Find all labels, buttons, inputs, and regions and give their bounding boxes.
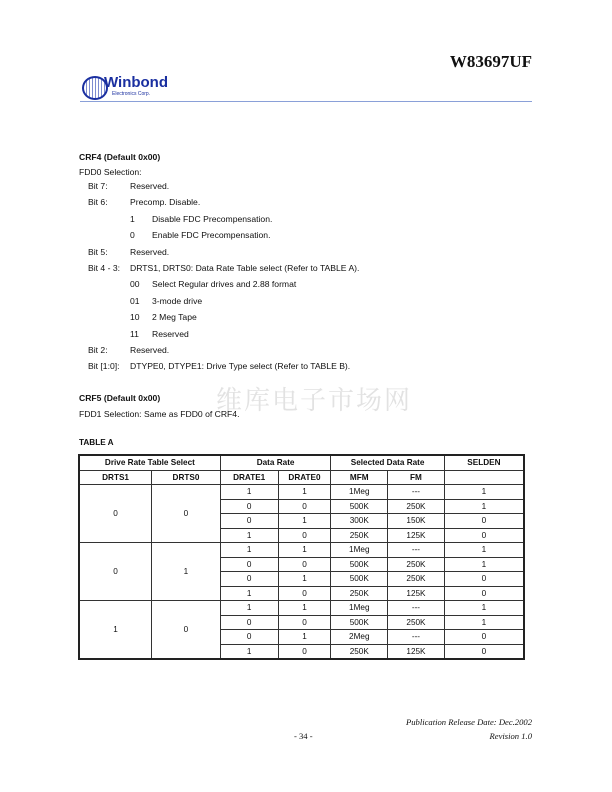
drate0-cell: 1 xyxy=(278,485,331,500)
fm-cell: 250K xyxy=(388,499,445,514)
group-header: Data Rate xyxy=(220,455,331,470)
selden-cell: 1 xyxy=(444,543,524,558)
option-code: 11 xyxy=(130,328,139,339)
drate0-cell: 1 xyxy=(278,630,331,645)
drate1-cell: 0 xyxy=(220,499,278,514)
mfm-cell: 500K xyxy=(331,572,388,587)
bit-label: Bit 5: xyxy=(88,246,108,257)
drts0-cell: 0 xyxy=(152,601,221,660)
drts1-cell: 1 xyxy=(79,601,152,660)
drate0-cell: 1 xyxy=(278,601,331,616)
table-row xyxy=(79,601,524,616)
release-date: Publication Release Date: Dec.2002 xyxy=(405,717,532,727)
fm-cell: --- xyxy=(388,485,445,500)
bit-label: Bit 2: xyxy=(88,345,108,355)
drate1-cell: 1 xyxy=(220,586,278,601)
header-divider xyxy=(80,101,532,102)
table-row xyxy=(79,543,524,558)
column-header: MFM xyxy=(331,470,388,485)
fm-cell: --- xyxy=(388,630,445,645)
drate1-cell: 1 xyxy=(220,485,278,500)
winbond-logo xyxy=(82,74,172,102)
mfm-cell: 500K xyxy=(331,557,388,572)
fm-cell: --- xyxy=(388,601,445,616)
drate0-cell: 0 xyxy=(278,499,331,514)
selden-cell: 1 xyxy=(444,601,524,616)
group-header-row xyxy=(79,455,524,470)
crf5-title: CRF5 (Default 0x00) xyxy=(79,393,161,403)
mfm-cell: 500K xyxy=(331,615,388,630)
fm-cell: 125K xyxy=(388,586,445,601)
fm-cell: 250K xyxy=(388,615,445,630)
fm-cell: 150K xyxy=(388,514,445,529)
drts1-cell: 0 xyxy=(79,485,152,543)
mfm-cell: 1Meg xyxy=(331,543,388,558)
drate0-cell: 1 xyxy=(278,572,331,587)
option-code: 01 xyxy=(130,295,140,306)
revision: Revision 1.0 xyxy=(489,731,532,741)
logo-subtitle: Electronics Corp. xyxy=(112,91,151,97)
mfm-cell: 2Meg xyxy=(331,630,388,645)
drts1-cell: 0 xyxy=(79,543,152,601)
selden-cell: 0 xyxy=(444,586,524,601)
selden-cell: 0 xyxy=(444,644,524,659)
drts0-cell: 0 xyxy=(152,485,221,543)
crf4-subtitle: FDD0 Selection: xyxy=(79,167,142,177)
drate0-cell: 0 xyxy=(278,586,331,601)
group-header: Selected Data Rate xyxy=(331,455,444,470)
option-text: Select Regular drives and 2.88 format xyxy=(152,279,297,290)
selden-cell: 0 xyxy=(444,572,524,587)
group-header: SELDEN xyxy=(444,455,524,470)
drate0-cell: 0 xyxy=(278,615,331,630)
bit-label: Bit 4 - 3: xyxy=(88,263,120,273)
bit-label: Bit 6: xyxy=(88,197,108,208)
bit-description: Reserved. xyxy=(130,181,170,191)
column-header: DRATE1 xyxy=(220,470,278,485)
bit-label: Bit 7: xyxy=(88,181,108,191)
option-code: 1 xyxy=(130,213,135,224)
option-text: 2 Meg Tape xyxy=(152,312,197,323)
mfm-cell: 250K xyxy=(331,644,388,659)
fm-cell: 125K xyxy=(388,528,445,543)
bit-description: DRTS1, DRTS0: Data Rate Table select (Refer to TABLE A). xyxy=(130,263,360,273)
fm-cell: 125K xyxy=(388,644,445,659)
selden-cell: 0 xyxy=(444,514,524,529)
option-text: Enable FDC Precompensation. xyxy=(152,230,271,241)
table-a-title: TABLE A xyxy=(79,438,114,447)
column-header-row xyxy=(79,470,524,485)
drate0-cell: 0 xyxy=(278,644,331,659)
drate1-cell: 0 xyxy=(220,615,278,630)
bit-description: Reserved. xyxy=(130,246,170,257)
drate1-cell: 1 xyxy=(220,644,278,659)
document-id: W83697UF xyxy=(449,52,532,71)
column-header: DRTS0 xyxy=(152,470,221,485)
table-row xyxy=(79,485,524,500)
drate1-cell: 0 xyxy=(220,572,278,587)
selden-cell: 0 xyxy=(444,630,524,645)
drate0-cell: 1 xyxy=(278,543,331,558)
fm-cell: 250K xyxy=(388,557,445,572)
mfm-cell: 300K xyxy=(331,514,388,529)
mfm-cell: 1Meg xyxy=(331,601,388,616)
crf4-title: CRF4 (Default 0x00) xyxy=(79,152,161,162)
selden-cell: 0 xyxy=(444,528,524,543)
option-text: 3-mode drive xyxy=(152,295,203,306)
selden-cell: 1 xyxy=(444,499,524,514)
drate1-cell: 1 xyxy=(220,528,278,543)
bit-description: Reserved. xyxy=(130,345,170,355)
option-text: Reserved xyxy=(152,328,189,339)
option-code: 10 xyxy=(130,312,140,323)
option-code: 00 xyxy=(130,279,140,290)
mfm-cell: 250K xyxy=(331,528,388,543)
bit-label: Bit [1:0]: xyxy=(88,361,120,372)
option-code: 0 xyxy=(130,230,135,241)
drate1-cell: 0 xyxy=(220,630,278,645)
fm-cell: 250K xyxy=(388,572,445,587)
selden-cell: 1 xyxy=(444,557,524,572)
mfm-cell: 250K xyxy=(331,586,388,601)
drate1-cell: 0 xyxy=(220,514,278,529)
column-header: DRATE0 xyxy=(278,470,331,485)
drate1-cell: 1 xyxy=(220,543,278,558)
selden-cell: 1 xyxy=(444,615,524,630)
crf5-subtitle: FDD1 Selection: Same as FDD0 of CRF4. xyxy=(79,409,240,419)
selden-cell: 1 xyxy=(444,485,524,500)
table-a xyxy=(78,454,525,660)
page-number: - 34 - xyxy=(294,731,313,741)
logo-wordmark: Winbond xyxy=(104,74,169,91)
drate1-cell: 0 xyxy=(220,557,278,572)
mfm-cell: 1Meg xyxy=(331,485,388,500)
fm-cell: --- xyxy=(388,543,445,558)
mfm-cell: 500K xyxy=(331,499,388,514)
option-text: Disable FDC Precompensation. xyxy=(152,213,273,224)
drate1-cell: 1 xyxy=(220,601,278,616)
drate0-cell: 0 xyxy=(278,557,331,572)
drts0-cell: 1 xyxy=(152,543,221,601)
bit-description: Precomp. Disable. xyxy=(130,197,201,208)
column-header: DRTS1 xyxy=(79,470,152,485)
watermark: 维库电子市场网 xyxy=(216,386,413,416)
group-header: Drive Rate Table Select xyxy=(79,455,220,470)
column-header: FM xyxy=(388,470,445,485)
bit-description: DTYPE0, DTYPE1: Drive Type select (Refer to TABLE B). xyxy=(130,361,351,372)
column-header xyxy=(444,470,524,485)
drate0-cell: 1 xyxy=(278,514,331,529)
drate0-cell: 0 xyxy=(278,528,331,543)
